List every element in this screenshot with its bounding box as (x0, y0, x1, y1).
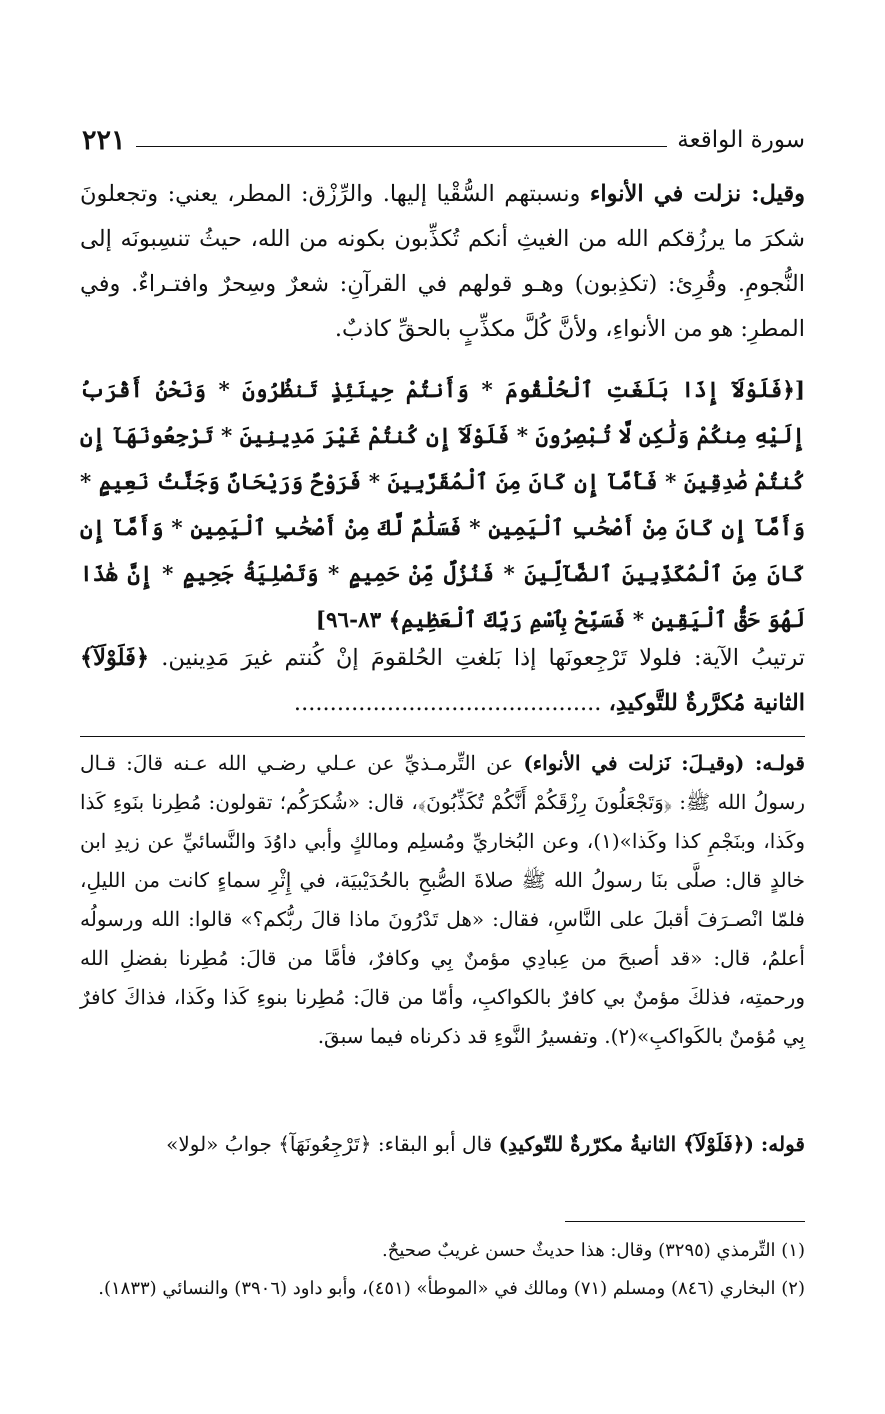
page-header (82, 116, 805, 164)
quran-passage: [﴿فَلَوْلَآ إِذَا بَلَغَتِ ٱلْحُلْقُومَ * وَأَنتُمْ حِينَئِذٍ تَنظُرُونَ * وَنَحْنُ أَقْرَبُ إِلَيْهِ مِنكُمْ وَلَٰكِن لَّا تُبْصِرُونَ * فَلَوْلَآ إِن كُنتُمْ غَيْرَ مَدِينِينَ * تَرْجِعُونَهَآ إِن كُنتُمْ صَٰدِقِينَ * فَأَمَّآ إِن كَانَ مِنَ ٱلْمُقَرَّبِينَ * فَرَوْحٌ وَرَيْحَانٌ وَجَنَّتُ نَعِيمٍ * وَأَمَّآ إِن كَانَ مِنْ أَصْحَٰبِ ٱلْيَمِينِ * فَسَلَٰمٌ لَّكَ مِنْ أَصْحَٰبِ ٱلْيَمِينِ * وَأَمَّآ إِن كَانَ مِنَ ٱلْمُكَذِّبِينَ ٱلضَّآلِّينَ * فَنُزُلٌ مِّنْ حَمِيمٍ * وَتَصْلِيَةُ جَحِيمٍ * إِنَّ هَٰذَا لَهُوَ حَقُّ ٱلْيَقِينِ * فَسَبِّحْ بِٱسْمِ رَبِّكَ ٱلْعَظِيمِ﴾ ٨٣-٩٦] (80, 378, 805, 633)
footnotes (80, 1232, 805, 1308)
commentary-text: عن التِّرمـذيِّ عن عـلي رضـي الله عـنه قالَ: قـال رسولُ الله ﷺ: ﴿وَتَجْعَلُونَ رِزْقَكُمْ أَنَّكُمْ تُكَذِّبُونَ﴾، قال: «شُكرَكُم؛ تقولون: مُطِرنا بنَوءِ كَذا وكَذا، وبنَجْمِ كذا وكَذا»(١)، وعن البُخاريِّ ومُسلِم ومالكٍ وأبي داوُدَ والنَّسائيِّ عن زيدِ ابن خالدٍ قال: صلَّى بنَا رسولُ الله ﷺ صلاةَ الصُّبحِ بالحُدَيْبيَة، في إِثْرِ سماءٍ كانت من الليلِ، فلمّا انْصـرَفَ أقبلَ على النَّاسِ، فقال: «هل تَدْرُونَ ماذا قالَ ربُّكم؟» قالوا: الله ورسولُه أعلمُ، قال: «قد أصبحَ من عِبادِي مؤمنٌ بِي وكافرٌ، فأمَّا من قالَ: مُطِرنا بفضلِ الله ورحمتِه، فذلكَ مؤمنٌ بي كافرٌ بالكواكبِ، وأمّا من قالَ: مُطِرنا بنوءِ كَذا وكَذا، فذاكَ كافرٌ بِي مُؤمنٌ بالكَواكبِ»(٢). وتفسيرُ النَّوءِ قد ذكرناه فيما سبقَ. (80, 751, 805, 1048)
paragraph-text: ترتيبُ الآية: فلولا تَرْجِعونَها إذا بَلغتِ الحُلقومَ إنْ كُنتم غيرَ مَدِينين. (149, 645, 805, 671)
commentary-paragraph-2 (80, 1125, 805, 1164)
page-number: ٢٢١ (82, 124, 126, 156)
footnote-2: (٢) البخاري (٨٤٦) ومسلم (٧١) ومالك في «الموطأ» (٤٥١)، وأبو داود (٣٩٠٦) والنسائي (١٨٣٣). (98, 1278, 805, 1299)
surah-title: سورة الواقعة (677, 127, 805, 153)
paragraph-text: ونسبتهم السُّقْيا إليها. والرِّزْق: المطر، يعني: وتجعلونَ شكرَ ما يرزُقكم الله من الغيثِ أنكم تُكذِّبون بكونه من الله، حيثُ تنسِبونَه إلى النُّجومِ. وقُرِئ: (تكذِبون) وهـو قولهم في القرآنِ: شعرٌ وسِحرٌ وافتـراءٌ. وفي المطرِ: هو من الأنواءِ، ولأنَّ كُلَّ مكذِّبٍ بالحقِّ كاذبٌ. (80, 181, 805, 342)
bold-lead: قوله: (﴿فَلَوْلَآ﴾ الثانيةُ مكرّرةٌ للتّوكيدِ) (498, 1132, 805, 1156)
bold-lead: قولـه: (وقيـلَ: نَزلت في الأنواء) (523, 751, 805, 775)
tafsir-paragraph-1 (80, 172, 805, 352)
footnote-rule (565, 1221, 805, 1222)
dotted-leader: ........................................... (293, 690, 609, 716)
header-rule (136, 146, 668, 147)
footnote-1: (١) التِّرمذي (٣٢٩٥) وقال: هذا حديثٌ حسن غريبٌ صحيحٌ. (382, 1240, 805, 1261)
section-divider (80, 736, 805, 737)
bold-phrase: ﴿فَلَوْلَآ﴾ الثانية مُكرَّرةٌ للتَّوكيدِ، (80, 645, 805, 716)
commentary-paragraph-1 (80, 744, 805, 1056)
commentary-text: قال أبو البقاء: ﴿تَرْجِعُونَهَآ﴾ جوابُ «لولا» (166, 1132, 499, 1156)
bold-lead: وقيل: نزلت في الأنواء (589, 181, 805, 207)
tafsir-paragraph-2 (80, 636, 805, 726)
